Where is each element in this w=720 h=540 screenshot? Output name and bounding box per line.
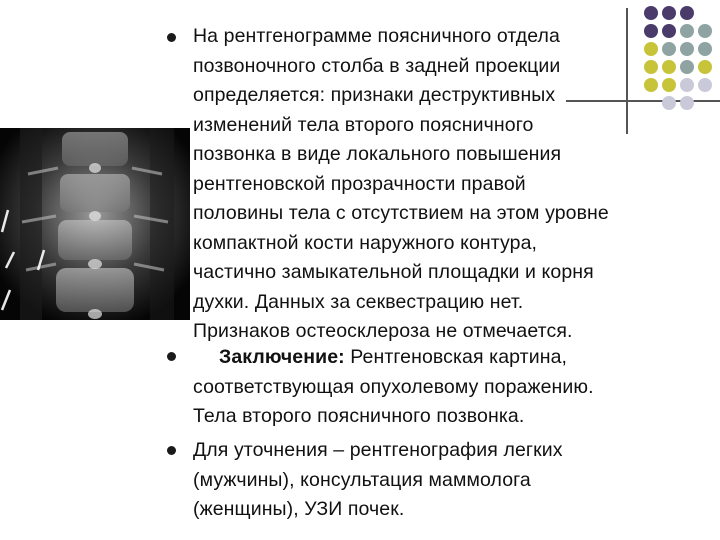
conclusion-first-line — [193, 343, 713, 373]
xray-image — [0, 128, 190, 320]
conclusion-paragraph — [193, 343, 713, 432]
decor-dot — [662, 6, 676, 20]
findings-paragraph — [193, 22, 713, 347]
text-line: частично замыкательной площадки и корня — [193, 261, 594, 283]
text-line: духки. Данных за секвестрацию нет. — [193, 290, 524, 313]
text-line: Для уточнения – рентгенография легких — [193, 439, 563, 461]
text-line: половины тела с отсутствием на этом уровне — [193, 202, 609, 224]
recommendation-paragraph — [193, 436, 713, 525]
text-line: определяется: признаки деструктивных — [193, 84, 556, 106]
text-line: позвонка в виде локального повышения — [193, 143, 562, 165]
text-line: (женщины), УЗИ почек. — [193, 498, 405, 520]
bullet-marker — [167, 33, 176, 42]
text-line: позвоночного столба в задней проекции — [193, 54, 561, 77]
text-line: рентгеновской прозрачности правой — [193, 172, 526, 195]
bullet-marker — [167, 446, 176, 455]
conclusion-label: Заключение: — [219, 346, 345, 368]
text-line: Тела второго поясничного позвонка. — [193, 405, 525, 427]
decor-dot — [680, 6, 694, 20]
text-line: Рентгеновская картина, — [344, 346, 568, 368]
text-line: Признаков остеосклероза не отмечается. — [193, 320, 573, 342]
text-line: компактной кости наружного контура, — [193, 231, 538, 254]
text-line: изменений тела второго поясничного — [193, 113, 534, 136]
text-line: На рентгенограмме поясничного отдела — [193, 25, 560, 47]
text-line: (мужчины), консультация маммолога — [193, 468, 531, 491]
text-line: соответствующая опухолевому поражению. — [193, 375, 594, 398]
xray-spine-graphic — [0, 128, 190, 320]
decor-dot — [644, 6, 658, 20]
bullet-marker — [167, 352, 176, 361]
